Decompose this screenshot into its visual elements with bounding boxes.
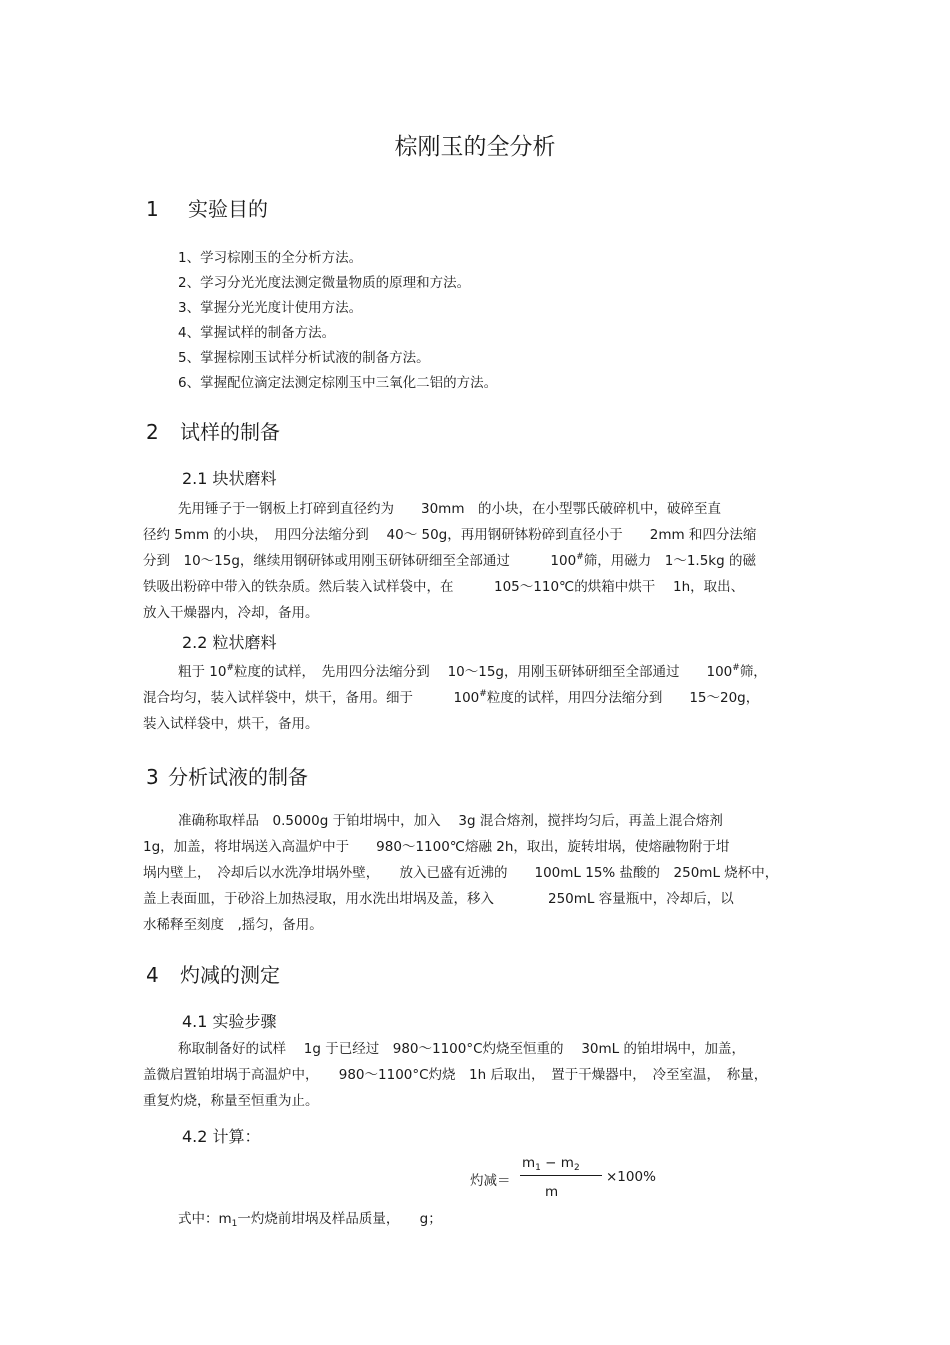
- line-part: 粗于 10: [178, 664, 227, 680]
- section-1-number: 1: [146, 197, 159, 221]
- legend-part: 一灼烧前坩埚及样品质量， g；: [237, 1211, 442, 1227]
- paragraph-line: 称取制备好的试样 1g 于已经过 980～1100°C灼烧至恒重的 30mL 的铂坩埚中，加盖，: [178, 1041, 745, 1057]
- line-part: 分到 10～15g，继续用钢研钵或用刚玉研钵研细至全部通过 100: [143, 553, 577, 569]
- paragraph-line: 准确称取样品 0.5000g 于铂坩埚中，加入 3g 混合熔剂，搅拌均匀后，再盖上混合熔剂: [178, 813, 723, 829]
- line-part: 混合均匀，装入试样袋中，烘干，备用。细于 100: [143, 690, 480, 706]
- subsection-4-2-heading: 4.2 计算：: [182, 1127, 261, 1146]
- mesh-mark: #: [576, 552, 584, 562]
- objective-item: 3、掌握分光光度计使用方法。: [178, 300, 363, 316]
- section-1-heading: [146, 193, 268, 222]
- paragraph-line: 埚内壁上， 冷却后以水洗净坩埚外壁， 放入已盛有近沸的 100mL 15% 盐酸的 250mL 烧杯中，: [143, 865, 779, 881]
- section-3-number: 3: [146, 765, 159, 789]
- granular-abrasive-paragraph: [143, 659, 808, 737]
- paragraph-line: 水稀释至刻度 ,摇匀，备用。: [143, 917, 323, 933]
- paragraph-line: 铁吸出粉碎中带入的铁杂质。然后装入试样袋中，在 105～110℃的烘箱中烘干 1h，取出、: [143, 579, 745, 595]
- paragraph-line: [143, 548, 808, 574]
- formula-symbol: m: [522, 1155, 536, 1171]
- paragraph-line: 1g，加盖，将坩埚送入高温炉中于 980～1100℃熔融 2h，取出，旋转坩埚，使熔融物附于坩: [143, 839, 730, 855]
- section-4-title: 灼减的测定: [180, 963, 280, 987]
- section-4-heading: [146, 959, 280, 988]
- formula-denominator: m: [545, 1184, 559, 1200]
- section-4-number: 4: [146, 963, 159, 987]
- ignition-loss-formula: [470, 1153, 710, 1203]
- page-title: 棕刚玉的全分析: [394, 134, 556, 160]
- section-1-title: 实验目的: [188, 197, 268, 221]
- mesh-mark: #: [732, 663, 740, 673]
- formula-symbol: m: [560, 1155, 574, 1171]
- bulk-abrasive-paragraph: [143, 496, 808, 626]
- formula-operator: −: [540, 1155, 561, 1171]
- section-2-number: 2: [146, 420, 159, 444]
- test-solution-paragraph: [143, 808, 808, 938]
- paragraph-line: 装入试样袋中，烘干，备用。: [143, 716, 319, 732]
- objective-item: 1、学习棕刚玉的全分析方法。: [178, 250, 363, 266]
- line-part: 粒度的试样，用四分法缩分到 15～20g，: [486, 690, 760, 706]
- procedure-paragraph: [143, 1036, 808, 1114]
- section-3-title: 分析试液的制备: [168, 765, 308, 789]
- paragraph-line: 盖微启置铂坩埚于高温炉中， 980～1100°C灼烧 1h 后取出， 置于干燥器中， 冷至室温， 称量，: [143, 1067, 768, 1083]
- subsection-2-1-heading: 2.1 块状磨料: [182, 469, 277, 488]
- formula-index: 1: [535, 1163, 541, 1173]
- line-part: 粒度的试样， 先用四分法缩分到 10～15g，用刚玉研钵研细至全部通过 100: [234, 664, 733, 680]
- paragraph-line: 放入干燥器内，冷却，备用。: [143, 605, 319, 621]
- section-2-title: 试样的制备: [180, 420, 280, 444]
- paragraph-line: 径约 5mm 的小块， 用四分法缩分到 40～ 50g，再用钢研钵粉碎到直径小于 2mm 和四分法缩: [143, 527, 757, 543]
- formula-lhs: 灼减＝: [470, 1173, 511, 1189]
- formula-numerator: [522, 1155, 580, 1171]
- objective-item: 5、掌握棕刚玉试样分析试液的制备方法。: [178, 350, 430, 366]
- formula-rhs: ×100%: [606, 1169, 656, 1185]
- line-part: 筛，: [739, 664, 767, 680]
- fraction-bar: [520, 1175, 602, 1176]
- paragraph-line: 先用锤子于一钢板上打碎到直径约为 30mm 的小块，在小型鄂氏破碎机中，破碎至直: [178, 501, 721, 517]
- section-3-heading: [146, 761, 308, 790]
- section-2-heading: [146, 416, 280, 445]
- subsection-4-1-heading: 4.1 实验步骤: [182, 1012, 277, 1031]
- formula-legend: [178, 1207, 442, 1227]
- mesh-mark: #: [226, 663, 235, 673]
- objective-item: 2、学习分光光度法测定微量物质的原理和方法。: [178, 275, 471, 291]
- paragraph-line: 盖上表面皿，于砂浴上加热浸取，用水洗出坩埚及盖，移入 250mL 容量瓶中，冷却后，以: [143, 891, 734, 907]
- paragraph-line: 重复灼烧，称量至恒重为止。: [143, 1093, 319, 1109]
- objective-item: 6、掌握配位滴定法测定棕刚玉中三氧化二铝的方法。: [178, 375, 498, 391]
- legend-index: 1: [231, 1219, 238, 1229]
- mesh-mark: #: [479, 689, 487, 699]
- legend-part: 式中：m: [178, 1211, 232, 1227]
- paragraph-line: [143, 685, 808, 711]
- line-part: 筛，用磁力 1～1.5kg 的磁: [583, 553, 756, 569]
- objective-item: 4、掌握试样的制备方法。: [178, 325, 336, 341]
- formula-index: 2: [573, 1163, 580, 1173]
- paragraph-line: [143, 659, 808, 685]
- subsection-2-2-heading: 2.2 粒状磨料: [182, 633, 277, 652]
